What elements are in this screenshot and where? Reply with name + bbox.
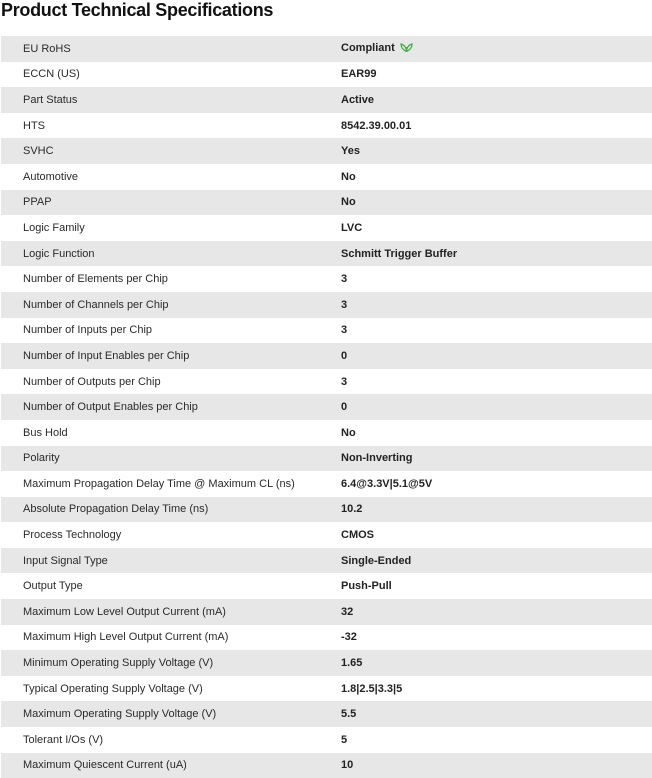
spec-name: Number of Outputs per Chip [1, 369, 341, 395]
spec-value: 6.4@3.3V|5.1@5V [341, 471, 652, 497]
spec-value: 3 [341, 292, 652, 318]
spec-value: Push-Pull [341, 573, 652, 599]
spec-name: ECCN (US) [1, 62, 341, 88]
spec-name: Bus Hold [1, 420, 341, 446]
spec-name: Number of Channels per Chip [1, 292, 341, 318]
spec-row [1, 266, 652, 292]
spec-name: Output Type [1, 573, 341, 599]
spec-value: 8542.39.00.01 [341, 113, 652, 139]
spec-name: Process Technology [1, 522, 341, 548]
spec-row [1, 497, 652, 523]
spec-row [1, 369, 652, 395]
spec-value: LVC [341, 215, 652, 241]
spec-name: Automotive [1, 164, 341, 190]
spec-row [1, 394, 652, 420]
spec-row [1, 292, 652, 318]
spec-row [1, 318, 652, 344]
spec-value: -32 [341, 625, 652, 651]
spec-row-eu-rohs [1, 36, 652, 62]
spec-name: Typical Operating Supply Voltage (V) [1, 676, 341, 702]
spec-name: Maximum Propagation Delay Time @ Maximum CL (ns) [1, 471, 341, 497]
spec-row [1, 548, 652, 574]
spec-row [1, 420, 652, 446]
spec-row [1, 343, 652, 369]
spec-value: 0 [341, 343, 652, 369]
spec-row [1, 215, 652, 241]
spec-row [1, 164, 652, 190]
spec-value: No [341, 420, 652, 446]
spec-name: Maximum Low Level Output Current (mA) [1, 599, 341, 625]
spec-row [1, 676, 652, 702]
spec-name: Number of Elements per Chip [1, 266, 341, 292]
leaf-icon [400, 42, 413, 55]
spec-value: 10.2 [341, 497, 652, 523]
spec-row [1, 87, 652, 113]
spec-value: 3 [341, 266, 652, 292]
spec-row [1, 113, 652, 139]
spec-row [1, 573, 652, 599]
spec-name: Logic Family [1, 215, 341, 241]
spec-name: Number of Input Enables per Chip [1, 343, 341, 369]
spec-row [1, 446, 652, 472]
spec-table [1, 36, 652, 778]
spec-name: Number of Inputs per Chip [1, 318, 341, 344]
spec-value: EAR99 [341, 62, 652, 88]
spec-name: Polarity [1, 446, 341, 472]
spec-value-cell [341, 36, 652, 62]
spec-value: 3 [341, 318, 652, 344]
spec-name: PPAP [1, 190, 341, 216]
spec-value: 3 [341, 369, 652, 395]
spec-name: Maximum Operating Supply Voltage (V) [1, 701, 341, 727]
spec-row [1, 190, 652, 216]
spec-row [1, 650, 652, 676]
spec-value: 1.8|2.5|3.3|5 [341, 676, 652, 702]
spec-name: Logic Function [1, 241, 341, 267]
spec-value: Single-Ended [341, 548, 652, 574]
spec-row [1, 753, 652, 778]
spec-value: Compliant [341, 42, 395, 55]
spec-name: EU RoHS [1, 36, 341, 62]
spec-row [1, 599, 652, 625]
page-title: Product Technical Specifications [1, 0, 274, 20]
spec-value: No [341, 190, 652, 216]
spec-row [1, 241, 652, 267]
spec-row [1, 625, 652, 651]
spec-value: No [341, 164, 652, 190]
spec-row [1, 701, 652, 727]
spec-value: 1.65 [341, 650, 652, 676]
spec-name: SVHC [1, 138, 341, 164]
spec-value: Active [341, 87, 652, 113]
spec-value: 5.5 [341, 701, 652, 727]
spec-name: Part Status [1, 87, 341, 113]
spec-value: 10 [341, 753, 652, 778]
spec-row [1, 471, 652, 497]
spec-value: 32 [341, 599, 652, 625]
spec-table-body [1, 36, 652, 778]
spec-row [1, 138, 652, 164]
spec-name: Maximum Quiescent Current (uA) [1, 753, 341, 778]
spec-name: Maximum High Level Output Current (mA) [1, 625, 341, 651]
spec-name: Input Signal Type [1, 548, 341, 574]
spec-name: Number of Output Enables per Chip [1, 394, 341, 420]
spec-row [1, 62, 652, 88]
spec-name: HTS [1, 113, 341, 139]
spec-name: Tolerant I/Os (V) [1, 727, 341, 753]
spec-row [1, 522, 652, 548]
spec-name: Minimum Operating Supply Voltage (V) [1, 650, 341, 676]
spec-value: Yes [341, 138, 652, 164]
spec-value: 0 [341, 394, 652, 420]
spec-row [1, 727, 652, 753]
spec-name: Absolute Propagation Delay Time (ns) [1, 497, 341, 523]
spec-value: 5 [341, 727, 652, 753]
spec-value: CMOS [341, 522, 652, 548]
spec-value: Non-Inverting [341, 446, 652, 472]
spec-value: Schmitt Trigger Buffer [341, 241, 652, 267]
